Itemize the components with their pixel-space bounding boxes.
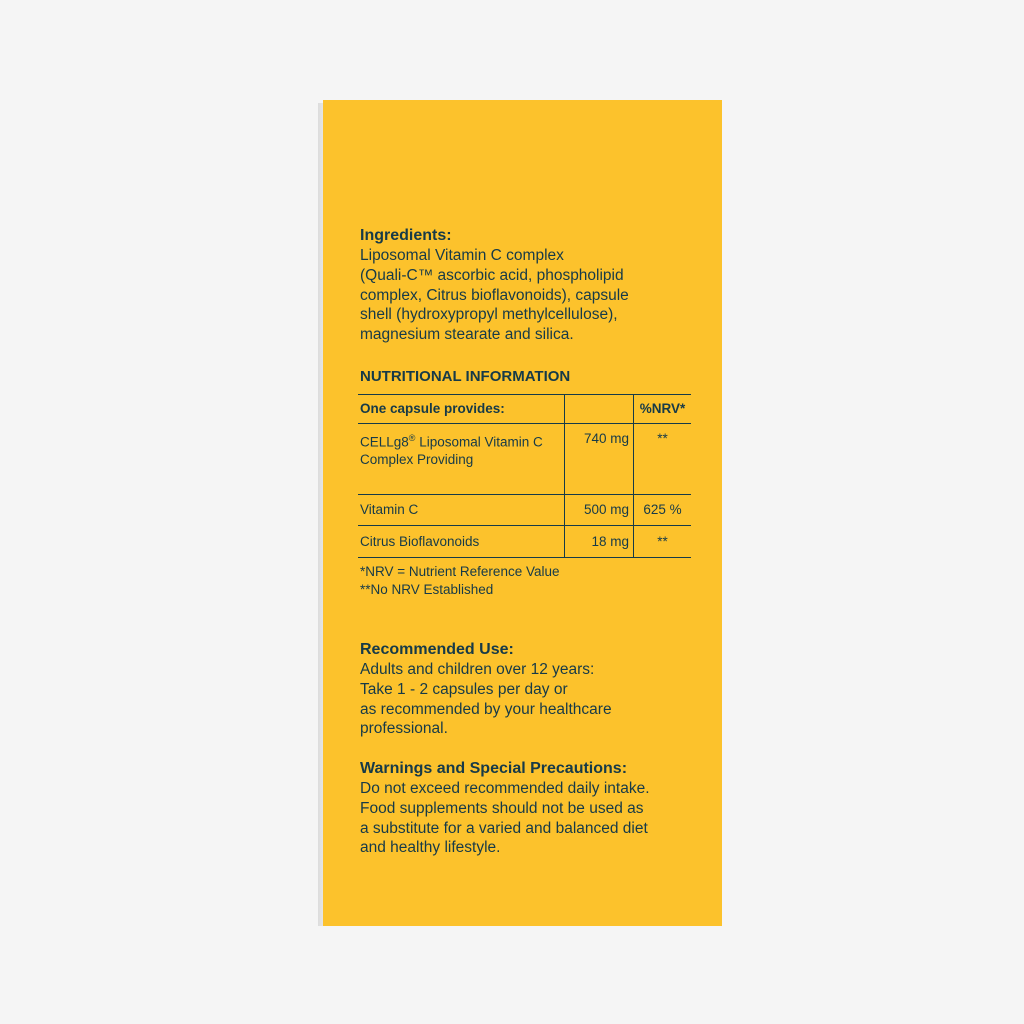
table-row: [358, 495, 691, 526]
recommended-line: Take 1 - 2 capsules per day or: [360, 680, 568, 698]
warnings-line: Do not exceed recommended daily intake.: [360, 780, 650, 797]
row-label-prefix: CELLg8: [360, 434, 409, 450]
nutrition-footnotes: [360, 563, 559, 598]
recommended-line: professional.: [360, 720, 448, 738]
ingredients-line: shell (hydroxypropyl methylcellulose),: [360, 306, 618, 324]
table-row: [358, 526, 691, 558]
header-label: One capsule provides:: [358, 395, 565, 424]
row-amount: 500 mg: [565, 495, 634, 526]
recommended-line: Adults and children over 12 years:: [360, 661, 595, 678]
row-amount: 18 mg: [565, 526, 634, 558]
table-row: [358, 424, 691, 495]
row-amount: 740 mg: [565, 424, 634, 495]
recommended-use-section: [360, 640, 690, 739]
registered-mark: ®: [408, 433, 416, 443]
header-amount: [565, 395, 634, 424]
row-label: Citrus Bioflavonoids: [358, 526, 565, 558]
footnote: **No NRV Established: [360, 581, 494, 597]
recommended-line: as recommended by your healthcare: [360, 700, 612, 718]
warnings-line: a substitute for a varied and balanced diet: [360, 819, 648, 837]
ingredients-heading: Ingredients:: [360, 227, 452, 244]
table-header-row: [358, 395, 691, 424]
warnings-line: and healthy lifestyle.: [360, 839, 501, 857]
ingredients-line: complex, Citrus bioflavonoids), capsule: [360, 286, 629, 304]
warnings-line: Food supplements should not be used as: [360, 799, 644, 817]
ingredients-line: Liposomal Vitamin C complex: [360, 247, 564, 264]
nutrition-title: NUTRITIONAL INFORMATION: [360, 368, 571, 385]
header-nrv: %NRV*: [634, 395, 692, 424]
ingredients-line: magnesium stearate and silica.: [360, 326, 574, 344]
warnings-section: [360, 759, 700, 858]
nutrition-table: [358, 394, 691, 558]
row-label-rest: Liposomal Vitamin C Complex Providing: [360, 434, 543, 467]
row-nrv: **: [634, 424, 692, 495]
warnings-heading: Warnings and Special Precautions:: [360, 760, 628, 777]
row-nrv: 625 %: [634, 495, 692, 526]
row-label: [358, 424, 565, 495]
ingredients-section: [360, 226, 690, 345]
row-label: Vitamin C: [358, 495, 565, 526]
ingredients-line: (Quali-C™ ascorbic acid, phospholipid: [360, 266, 624, 284]
footnote: *NRV = Nutrient Reference Value: [360, 564, 560, 579]
recommended-heading: Recommended Use:: [360, 641, 514, 658]
row-nrv: **: [634, 526, 692, 558]
